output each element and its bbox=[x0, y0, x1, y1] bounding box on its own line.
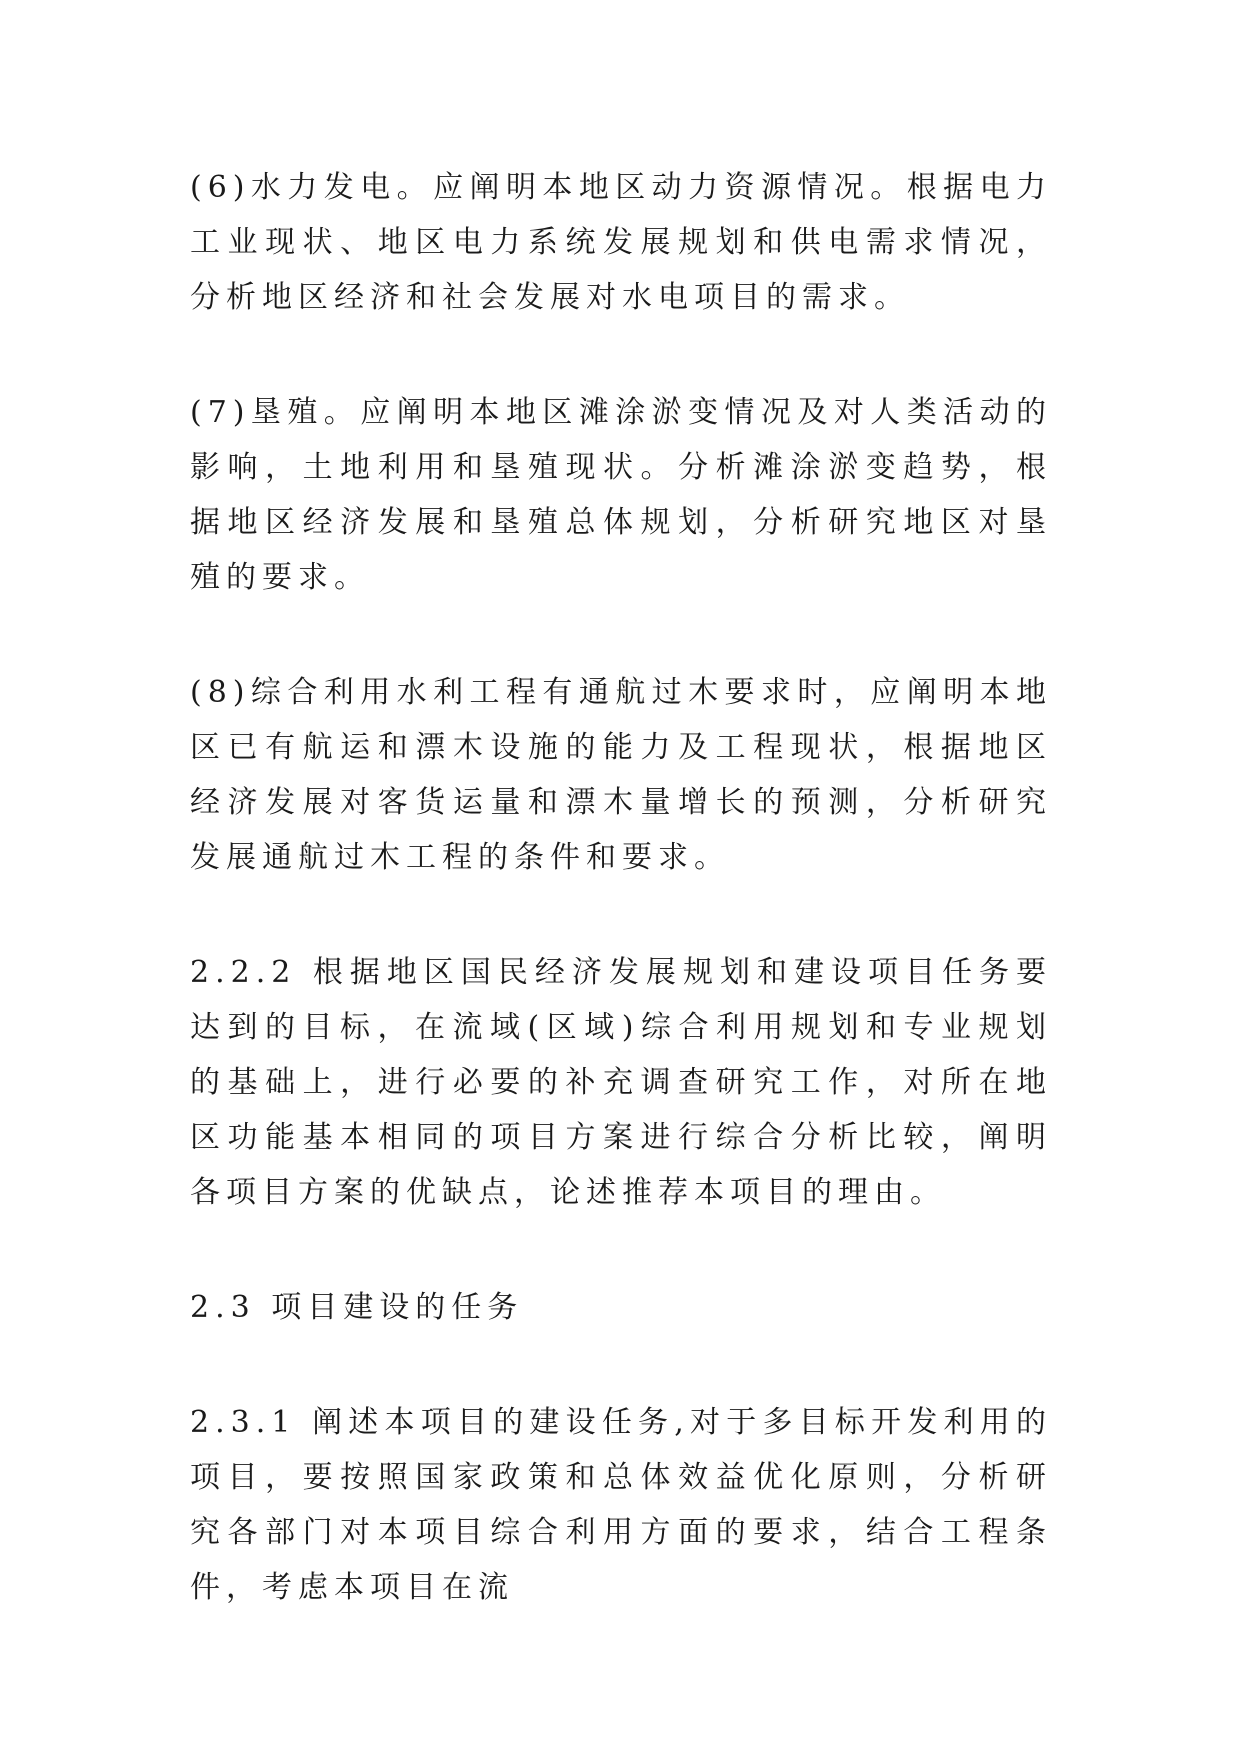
paragraph-navigation: (8)综合利用水利工程有通航过木要求时，应阐明本地区已有航运和漂木设施的能力及工程现状，根据地区经济发展对客货运量和漂木量增长的预测，分析研究发展通航过木工程的条件和要求。 bbox=[190, 675, 1052, 875]
document-body bbox=[190, 160, 1052, 1615]
paragraph-section-2-3-1: 2.3.1 阐述本项目的建设任务,对于多目标开发利用的项目，要按照国家政策和总体效益优化原则，分析研究各部门对本项目综合利用方面的要求，结合工程条件，考虑本项目在流 bbox=[190, 1405, 1052, 1605]
paragraph-section-2-2-2: 2.2.2 根据地区国民经济发展规划和建设项目任务要达到的目标，在流域(区域)综合利用规划和专业规划的基础上，进行必要的补充调查研究工作，对所在地区功能基本相同的项目方案进行综合分析比较，阐明各项目方案的优缺点，论述推荐本项目的理由。 bbox=[190, 955, 1052, 1210]
paragraph-reclamation: (7)垦殖。应阐明本地区滩涂淤变情况及对人类活动的影响，土地利用和垦殖现状。分析滩涂淤变趋势，根据地区经济发展和垦殖总体规划，分析研究地区对垦殖的要求。 bbox=[190, 395, 1052, 595]
section-heading-2-3: 2.3 项目建设的任务 bbox=[190, 1290, 524, 1325]
paragraph-hydropower: (6)水力发电。应阐明本地区动力资源情况。根据电力工业现状、地区电力系统发展规划和供电需求情况，分析地区经济和社会发展对水电项目的需求。 bbox=[190, 170, 1052, 315]
